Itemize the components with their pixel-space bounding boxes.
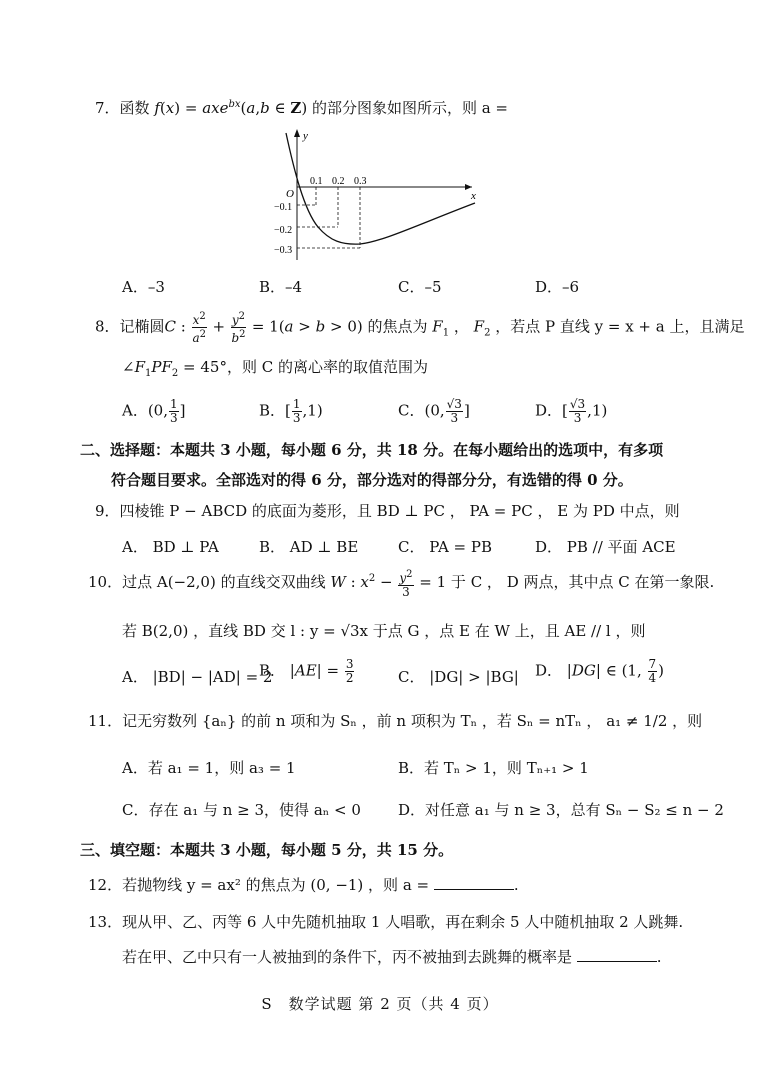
section3-heading: 三、填空题：本题共 3 小题，每小题 5 分，共 15 分。	[80, 841, 454, 859]
origin-label: O	[286, 188, 294, 200]
q8-line2: $\angle F_1PF_2 = 45^\circ$，则 C 的离心率的取值范围为	[122, 358, 428, 379]
q12-answer-blank[interactable]	[434, 875, 514, 890]
q9-option-d: D． PB // 平面 ACE	[535, 538, 676, 556]
q13-line1: 13．现从甲、乙、丙等 6 人中先随机抽取 1 人唱歌，再在剩余 5 人中随机抽取 2 人跳舞.	[88, 913, 684, 931]
q7-option-c: C．–5	[398, 278, 442, 296]
q9-option-a: A． BD ⊥ PA	[122, 538, 219, 556]
x-tick-0.2: 0.2	[332, 176, 345, 187]
q13-line2: 若在甲、乙中只有一人被抽到的条件下，丙不被抽到去跳舞的概率是 .	[122, 948, 662, 966]
q9-option-c: C． PA = PB	[398, 538, 493, 556]
q10-option-d: D． |DG| ∈ (1, $\frac{7}{4}$ )	[535, 657, 664, 685]
q10-option-c: C． |DG| > |BG|	[398, 668, 519, 686]
q11-stem: 11．记无穷数列 {aₙ} 的前 n 项和为 Sₙ ，前 n 项积为 Tₙ ，若 Sₙ = nTₙ ， a₁ ≠ 1/2 ，则	[88, 712, 703, 730]
x-axis-label: x	[471, 190, 476, 202]
q8-option-d: D．[ $\frac{√3}{3}$ ,1)	[535, 397, 608, 425]
q10-line1: 10．过点 A(−2,0) 的直线交双曲线 W : $x^2$ − $\frac{y^2}{3}$ = 1 于 C ， D 两点，其中点 C 在第一象限.	[88, 568, 715, 599]
q11-option-b: B．若 Tₙ > 1，则 Tₙ₊₁ > 1	[398, 759, 589, 777]
section2-line1: 二、选择题：本题共 3 小题，每小题 6 分，共 18 分。在每小题给出的选项中，有多项	[80, 441, 664, 459]
q10-line2: 若 B(2,0) ，直线 BD 交 l : y = √3x 于点 G ，点 E 在 W 上，且 AE // l ，则	[122, 622, 646, 640]
q8-line1: 8．记椭圆C : $\frac{x^2}{a^2}$ + $\frac{y^2}{b^2}$ = 1(a > b > 0) 的焦点为 $F_1$ ， $F_2$ ，若点 P 直线 y = x + a 上，且满足	[95, 311, 745, 345]
q7-option-d: D．–6	[535, 278, 580, 296]
q7-option-b: B．–4	[259, 278, 303, 296]
q12-stem: 12．若抛物线 y = ax² 的焦点为 (0, −1) ，则 a = .	[88, 876, 519, 894]
q9-option-b: B． AD ⊥ BE	[259, 538, 359, 556]
q13-answer-blank[interactable]	[577, 947, 657, 962]
y-tick-neg0.1: −0.1	[274, 202, 293, 213]
q11-option-d: D．对任意 a₁ 与 n ≥ 3，总有 Sₙ − S₂ ≤ n − 2	[398, 801, 724, 819]
function-curve	[286, 133, 475, 244]
q8-option-b: B．[ $\frac{1}{3}$ ,1)	[259, 397, 323, 425]
q8-option-c: C．(0, $\frac{√3}{3}$ ]	[398, 397, 470, 425]
x-tick-0.3: 0.3	[354, 176, 367, 187]
y-axis-label: y	[303, 130, 308, 142]
q8-option-a: A．(0, $\frac{1}{3}$ ]	[122, 397, 186, 425]
q11-option-a: A．若 a₁ = 1，则 a₃ = 1	[122, 759, 296, 777]
q7-stem: 7．函数 f(x) = axe$^{bx}$(a,b ∈ Z) 的部分图象如图所示，则 a =	[95, 99, 508, 117]
section2-line2: 符合题目要求。全部选对的得 6 分，部分选对的得部分分，有选错的得 0 分。	[111, 471, 633, 489]
y-tick-neg0.3: −0.3	[274, 245, 293, 256]
q11-option-c: C．存在 a₁ 与 n ≥ 3，使得 aₙ < 0	[122, 801, 361, 819]
q7-option-a: A．–3	[122, 278, 165, 296]
q10-option-b: B． |AE| = $\frac{3}{2}$	[259, 657, 354, 685]
q10-option-a: A． |BD| − |AD| = 2	[122, 668, 273, 686]
y-tick-neg0.2: −0.2	[274, 225, 293, 236]
q7-graph	[272, 125, 482, 265]
q9-stem: 9．四棱锥 P − ABCD 的底面为菱形，且 BD ⊥ PC ， PA = PC ， E 为 PD 中点，则	[95, 502, 680, 520]
page-footer: S 数学试题 第 2 页（共 4 页）	[261, 995, 499, 1013]
x-tick-0.1: 0.1	[310, 176, 323, 187]
